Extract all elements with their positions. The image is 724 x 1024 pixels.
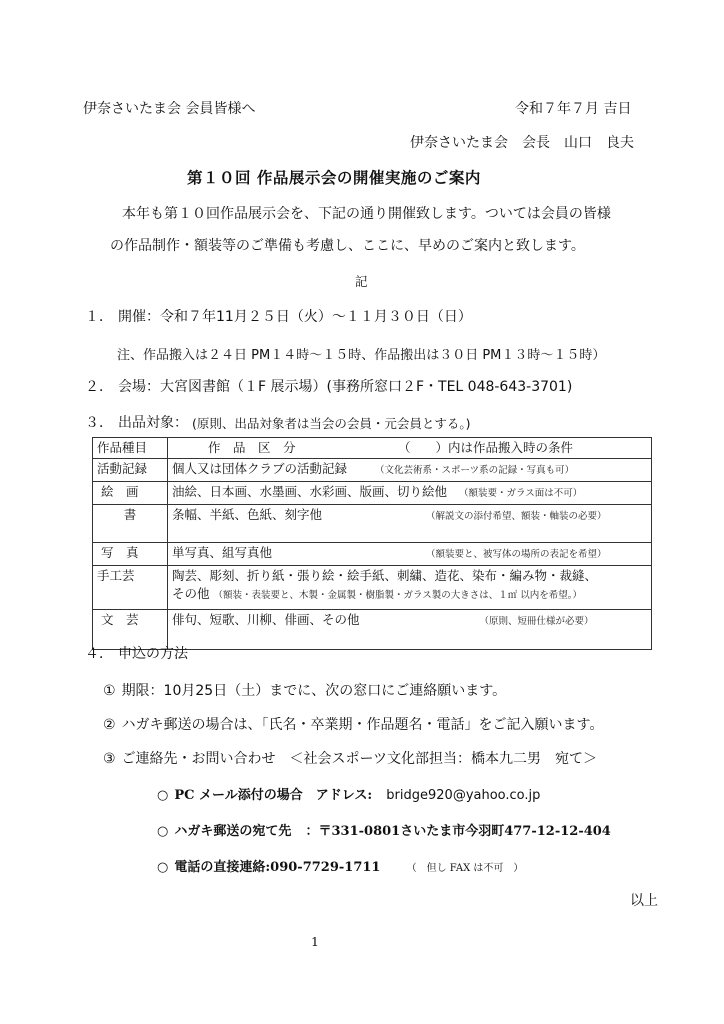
exhibit-categories-table: [92, 437, 652, 650]
circle-bullet: ○: [157, 824, 169, 839]
item-list: 俳句、短歌、川柳、俳画、その他: [172, 612, 360, 627]
intro-line-1: 本年も第１０回作品展示会を、下記の通り開催致します。ついては会員の皆様: [122, 206, 611, 222]
phone-label: 電話の直接連絡: [174, 860, 266, 875]
table-header-cell: [168, 438, 652, 459]
postcard-text: ハガキ郵送の場合は、「氏名・卒業期・作品題名・電話」をご記入願います。: [121, 717, 604, 733]
circle-bullet: ○: [157, 860, 169, 875]
item-list: 陶芸、彫刻、折り紙・張り絵・絵手紙、刺繍、造花、染布・編み物・裁縫、: [172, 568, 598, 583]
table-row: [93, 543, 652, 566]
item-condition: （解説文の添付希望、額装・軸装の必要）: [426, 511, 607, 522]
table-cell: 手工芸: [93, 566, 168, 610]
table-row: [93, 505, 652, 543]
table-row: [93, 459, 652, 482]
email-address[interactable]: bridge920@yahoo.co.jp: [386, 788, 541, 803]
section-4-label: 申込の方法: [118, 646, 188, 662]
postal-contact: [157, 820, 611, 839]
table-cell: 絵 画: [93, 482, 168, 505]
table-cell: [168, 543, 652, 566]
item-condition: （原則、短冊仕様が必要）: [479, 616, 594, 627]
table-header-cell: 作品種目: [93, 438, 168, 459]
table-cell: 写 真: [93, 543, 168, 566]
item-list: 油絵、日本画、水墨画、水彩画、版画、切り絵他: [172, 484, 448, 499]
table-cell: 書: [93, 505, 168, 543]
table-header-label: 作 品 区 分: [208, 440, 296, 455]
table-cell: [168, 610, 652, 650]
circled-number-1: ①: [103, 683, 116, 699]
table-cell: [168, 482, 652, 505]
intro-line-2: の作品制作・額装等のご準備も考慮し、ここに、早めのご案内と致します。: [110, 238, 585, 254]
ki-label: 記: [355, 274, 368, 289]
table-row: [93, 482, 652, 505]
table-header-label: （ ）内は作品搬入時の条件: [398, 440, 574, 455]
section-1-text: 開催：令和７年11月２５日（火）～１１月３０日（日）: [118, 309, 472, 325]
fax-note: （ 但し FAX は不可 ）: [406, 863, 524, 874]
deadline-item: [103, 680, 506, 700]
postcard-item: [103, 714, 603, 734]
postal-address: ：〒331-0801さいたま市今羽町477-12-12-404: [305, 824, 611, 839]
table-cell: 文 芸: [93, 610, 168, 650]
item-list: 単写真、組写真他: [172, 545, 273, 560]
sender: 伊奈さいたま会 会長 山口 良夫: [410, 135, 634, 151]
table-cell: [168, 459, 652, 482]
item-list: 条幅、半紙、色紙、刻字他: [172, 507, 323, 522]
table-cell: [168, 566, 652, 610]
item-list-continued: その他: [172, 586, 210, 601]
deadline-text: 期限：10月25日（土）までに、次の窓口にご連絡願います。: [121, 683, 507, 699]
contact-text: ご連絡先・お問い合わせ ＜社会スポーツ文化部担当：橋本九二男 宛て＞: [121, 751, 598, 767]
email-contact: [157, 784, 540, 803]
circled-number-2: ②: [103, 717, 116, 733]
addressee: 伊奈さいたま会 会員皆様へ: [83, 101, 256, 117]
section-2-text: 会場：大宮図書館（１F 展示場）(事務所窓口２F・TEL 048-643-3701): [118, 379, 573, 395]
item-condition: （文化芸術系・スポーツ系の記録・写真も可）: [375, 465, 575, 476]
document-title: 第１０回 作品展示会の開催実施のご案内: [187, 169, 481, 187]
circle-bullet: ○: [157, 788, 169, 803]
section-2-number: ２．: [85, 379, 113, 395]
phone-number: :090-7729-1711: [265, 860, 381, 875]
section-1-note: 注、作品搬入は２４日 PM１４時～１５時、作品搬出は３０日 PM１３時～１５時）: [117, 348, 606, 363]
postal-label: ハガキ郵送の宛て先: [174, 824, 292, 839]
contact-item: [103, 748, 597, 768]
circled-number-3: ③: [103, 751, 116, 767]
table-cell: [168, 505, 652, 543]
item-list: 個人又は団体クラブの活動記録: [172, 461, 348, 476]
table-cell: 活動記録: [93, 459, 168, 482]
table-header-row: [93, 438, 652, 459]
item-condition: （額装・表装要と、木製・金属製・樹脂製・ガラス製の大きさは、１㎡ 以内を希望。）: [213, 590, 582, 601]
email-label: PC メール添付の場合 アドレス:: [174, 788, 373, 803]
page-number: 1: [311, 934, 319, 949]
item-condition: （額装要と、被写体の場所の表記を希望）: [426, 549, 607, 560]
section-1-number: １．: [85, 309, 113, 325]
item-condition: （額装要・ガラス面は不可）: [459, 488, 583, 499]
phone-contact: [157, 856, 523, 875]
section-4-number: ４．: [85, 646, 113, 662]
section-3-label: 出品対象：: [118, 415, 188, 431]
table-row: [93, 566, 652, 610]
section-3-note: (原則、出品対象者は当会の会員・元会員とする。): [192, 416, 471, 431]
section-3-number: ３．: [85, 415, 113, 431]
date: 令和７年７月 吉日: [515, 101, 632, 117]
closing: 以上: [630, 893, 658, 909]
